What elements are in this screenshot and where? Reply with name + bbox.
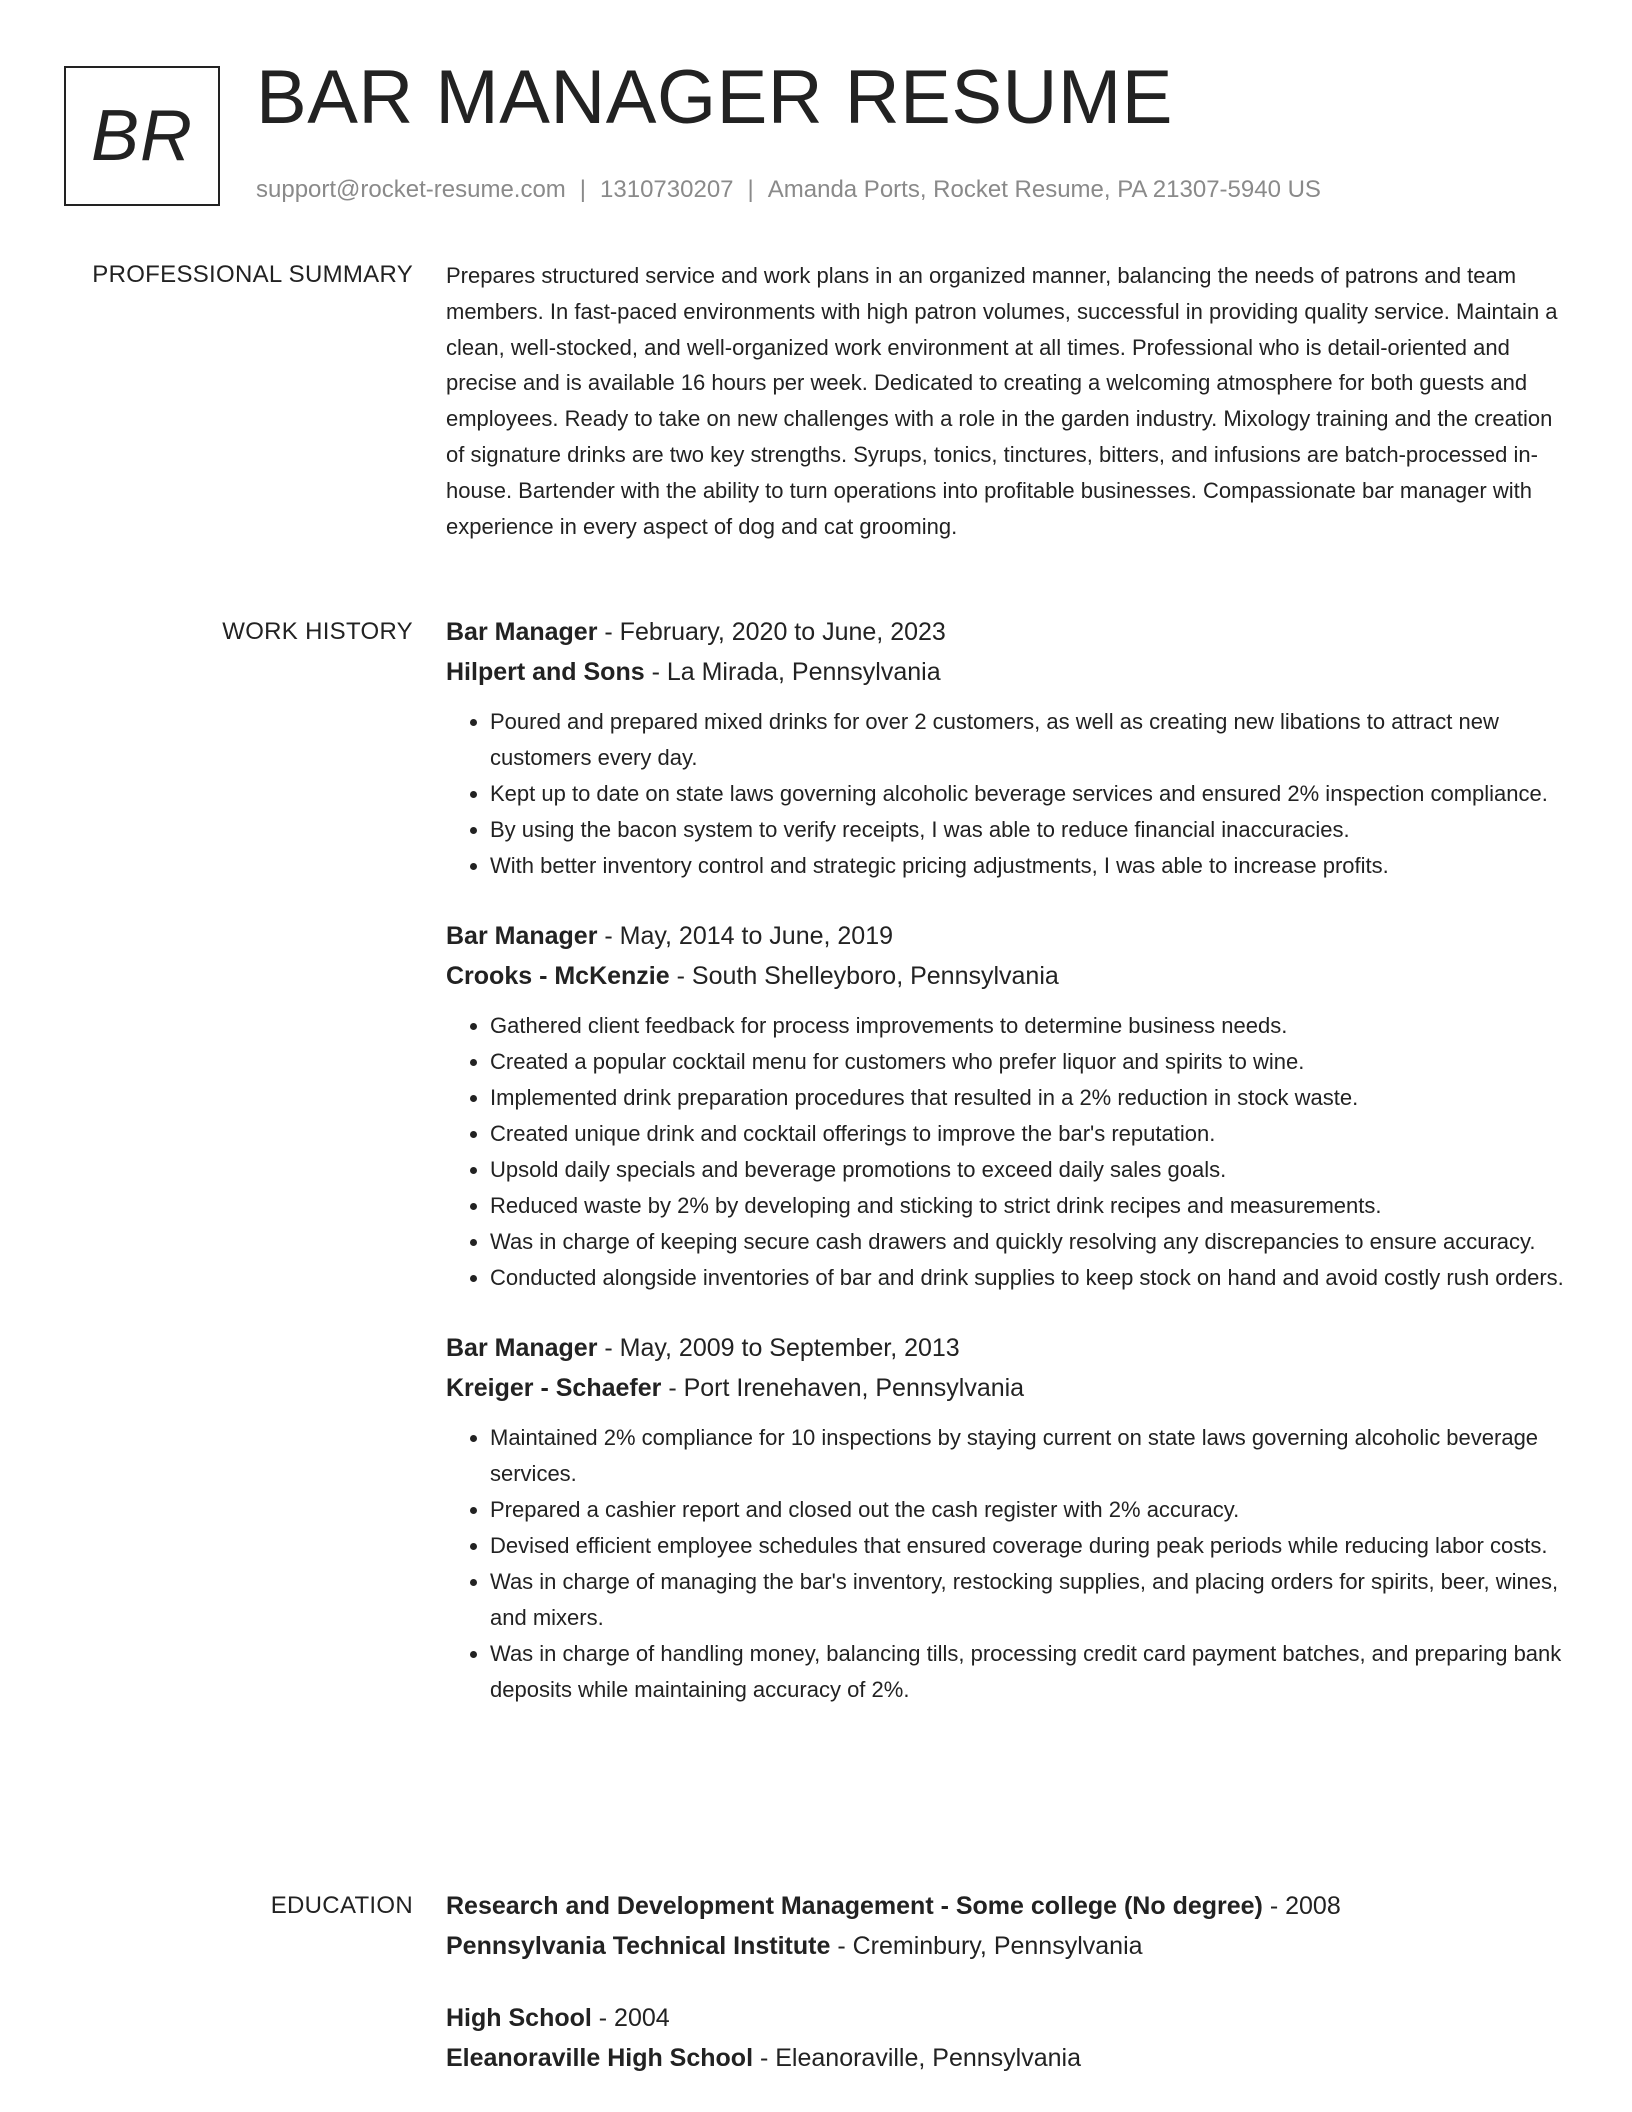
job-bullet: • Was in charge of managing the bar's inventory, restocking supplies, and placing orders for spirits, beer, wines, and mixers. (490, 1564, 1566, 1636)
summary-text: Prepares structured service and work plans in an organized manner, balancing the needs of patrons and team members. In fast-paced environments with high patron volumes, successful in providing quality service. Maintain a clean, well-stocked, and well-organized work environment at all times. Professional who is detail-oriented and precise and is available 16 hours per week. Dedicated to creating a welcoming atmosphere for both guests and employees. Ready to take on new challenges with a role in the garden industry. Mixology training and the creation of signature drinks are two key strengths. Syrups, tonics, tinctures, bitters, and infusions are batch-processed in-house. Bartender with the ability to turn operations into profitable businesses. Compassionate bar manager with experience in every aspect of dog and cat grooming. (446, 263, 1558, 539)
job-location: - South Shelleyboro, Pennsylvania (669, 962, 1059, 990)
job-bullets (446, 1420, 1566, 1708)
job-bullets (446, 1008, 1566, 1296)
monogram-initials: BR (90, 96, 194, 176)
job-title-line (446, 916, 1566, 956)
resume-title: BAR MANAGER RESUME (256, 55, 1173, 140)
job-location: - La Mirada, Pennsylvania (644, 658, 941, 686)
education-degree: Research and Development Management - Some college (No degree) (446, 1892, 1263, 1920)
monogram-box (64, 66, 220, 206)
job-bullet: • Upsold daily specials and beverage promotions to exceed daily sales goals. (490, 1152, 1566, 1188)
contact-separator: | (747, 176, 754, 203)
education-school-line (446, 2038, 1566, 2078)
job-entry (446, 612, 1566, 884)
education-year: - 2004 (591, 2004, 670, 2032)
job-location: - Port Irenehaven, Pennsylvania (661, 1374, 1025, 1402)
work-history-body (446, 612, 1566, 1740)
job-bullet: • Maintained 2% compliance for 10 inspections by staying current on state laws governing alcoholic beverage services. (490, 1420, 1566, 1492)
job-title: Bar Manager (446, 1334, 598, 1362)
summary-heading: PROFESSIONAL SUMMARY (92, 261, 413, 288)
education-degree-line (446, 1998, 1566, 2038)
job-title-line (446, 1328, 1566, 1368)
job-bullets (446, 704, 1566, 884)
job-entry (446, 1328, 1566, 1708)
job-bullet: • With better inventory control and strategic pricing adjustments, I was able to increase profits. (490, 848, 1566, 884)
job-entry (446, 916, 1566, 1296)
job-bullet: • Implemented drink preparation procedures that resulted in a 2% reduction in stock waste. (490, 1080, 1566, 1116)
summary-body (446, 258, 1566, 544)
job-company: Crooks - McKenzie (446, 962, 670, 990)
job-bullet: • Was in charge of handling money, balancing tills, processing credit card payment batches, and preparing bank deposits while maintaining accuracy of 2%. (490, 1636, 1566, 1708)
job-bullet: • Created unique drink and cocktail offerings to improve the bar's reputation. (490, 1116, 1566, 1152)
job-title: Bar Manager (446, 618, 598, 646)
education-body (446, 1886, 1566, 2110)
job-company: Kreiger - Schaefer (446, 1374, 662, 1402)
job-company-line (446, 652, 1566, 692)
education-location: - Eleanoraville, Pennsylvania (753, 2044, 1081, 2072)
job-bullet: • Devised efficient employee schedules that ensured coverage during peak periods while reducing labor costs. (490, 1528, 1566, 1564)
job-bullet: • Conducted alongside inventories of bar and drink supplies to keep stock on hand and avoid costly rush orders. (490, 1260, 1566, 1296)
education-school: Eleanoraville High School (446, 2044, 754, 2072)
job-title-line (446, 612, 1566, 652)
job-bullet: • Reduced waste by 2% by developing and sticking to strict drink recipes and measurements. (490, 1188, 1566, 1224)
job-bullet: • Created a popular cocktail menu for customers who prefer liquor and spirits to wine. (490, 1044, 1566, 1080)
education-heading: EDUCATION (270, 1892, 413, 1919)
job-bullet: • Kept up to date on state laws governing alcoholic beverage services and ensured 2% inspection compliance. (490, 776, 1566, 812)
education-entry (446, 1998, 1566, 2078)
education-degree: High School (446, 2004, 592, 2032)
job-dates: - February, 2020 to June, 2023 (597, 618, 946, 646)
job-company-line (446, 1368, 1566, 1408)
contact-separator: | (579, 176, 587, 203)
job-company-line (446, 956, 1566, 996)
education-location: - Creminbury, Pennsylvania (830, 1932, 1143, 1960)
education-school: Pennsylvania Technical Institute (446, 1932, 831, 1960)
education-degree-line (446, 1886, 1566, 1926)
job-company: Hilpert and Sons (446, 658, 645, 686)
education-school-line (446, 1926, 1566, 1966)
contact-email[interactable]: support@rocket-resume.com (256, 176, 566, 203)
job-bullet: • Gathered client feedback for process improvements to determine business needs. (490, 1008, 1566, 1044)
contact-address: Amanda Ports, Rocket Resume, PA 21307-5940 US (767, 176, 1321, 203)
job-dates: - May, 2009 to September, 2013 (597, 1334, 960, 1362)
contact-line (256, 176, 1321, 204)
job-dates: - May, 2014 to June, 2019 (597, 922, 894, 950)
job-title: Bar Manager (446, 922, 598, 950)
job-bullet: • Was in charge of keeping secure cash drawers and quickly resolving any discrepancies to ensure accuracy. (490, 1224, 1566, 1260)
education-year: - 2008 (1262, 1892, 1341, 1920)
job-bullet: • Poured and prepared mixed drinks for over 2 customers, as well as creating new libations to attract new customers every day. (490, 704, 1566, 776)
job-bullet: • By using the bacon system to verify receipts, I was able to reduce financial inaccuracies. (490, 812, 1566, 848)
contact-phone[interactable]: 1310730207 (600, 176, 734, 203)
education-entry (446, 1886, 1566, 1966)
work-history-heading: WORK HISTORY (222, 618, 413, 645)
job-bullet: • Prepared a cashier report and closed out the cash register with 2% accuracy. (490, 1492, 1566, 1528)
